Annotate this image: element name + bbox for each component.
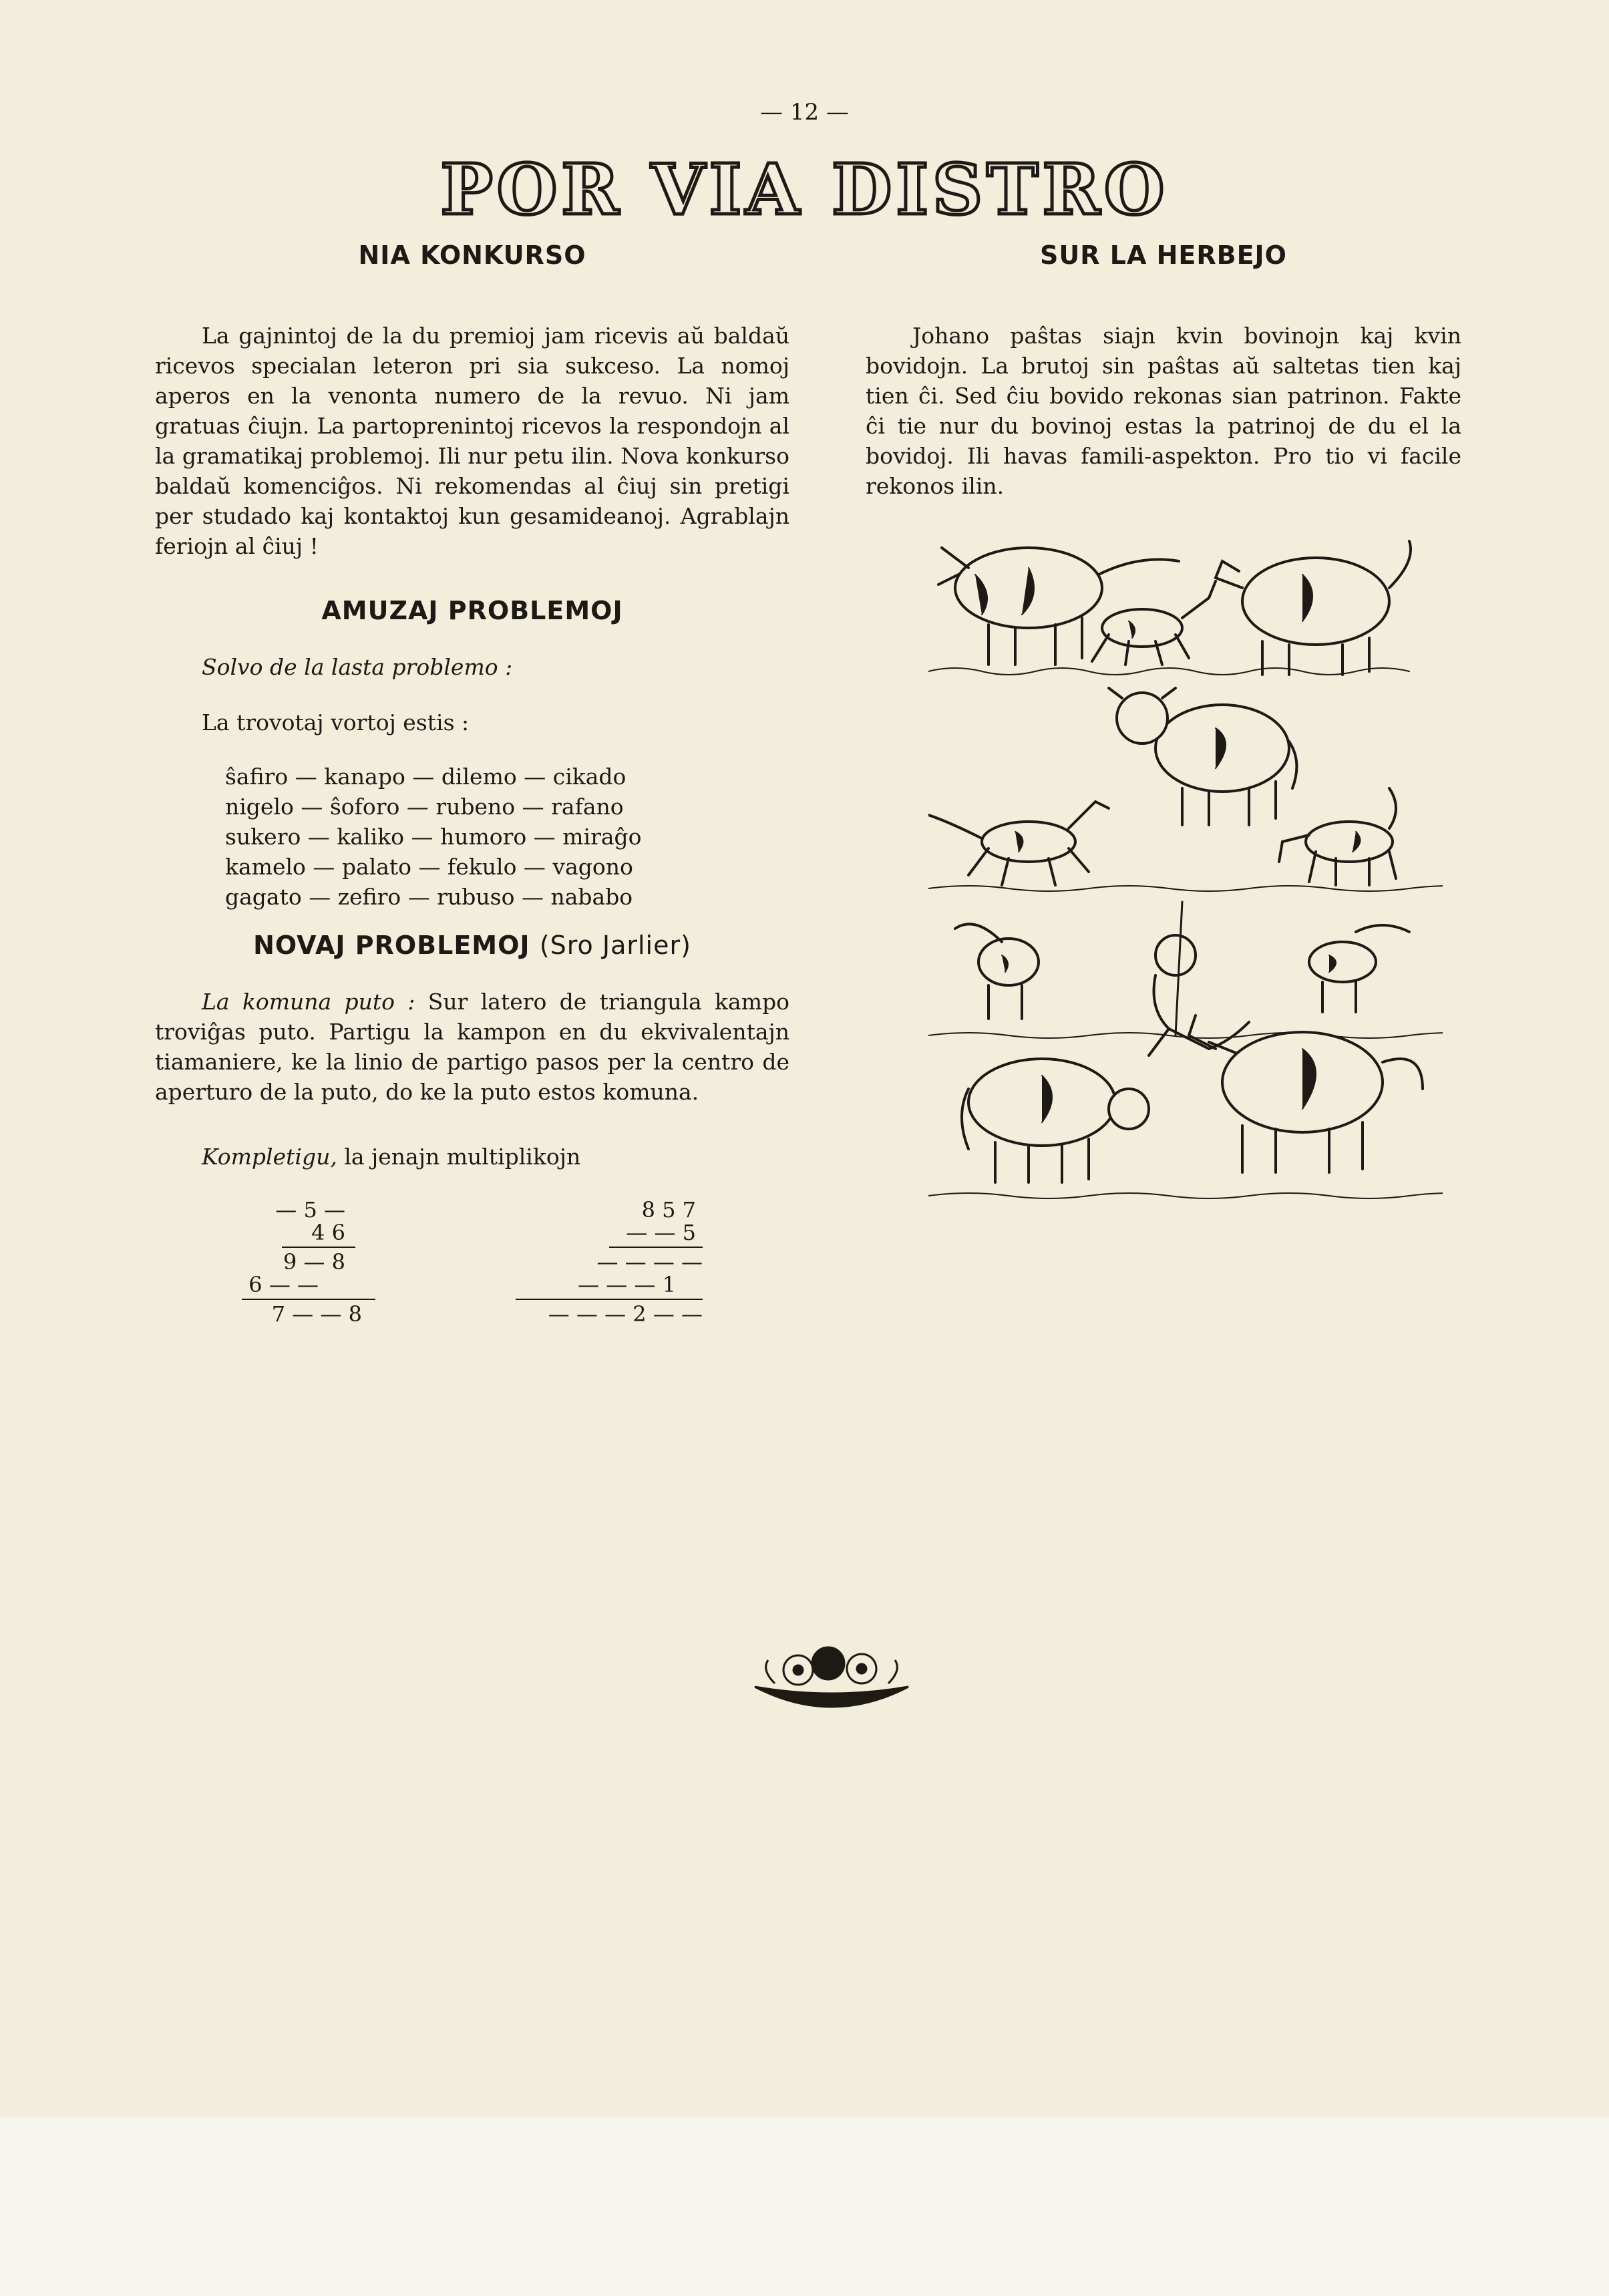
- mult1-result: 7 — — 8: [271, 1301, 362, 1327]
- kompletigu-text: la jenajn multiplikojn: [344, 1144, 581, 1170]
- mult2-row: 8 5 7: [641, 1197, 696, 1222]
- cow-icon: [1216, 541, 1411, 675]
- heading-amuzaj-problemoj: AMUZAJ PROBLEMOJ: [321, 596, 623, 625]
- calf-icon: [1092, 581, 1216, 665]
- mult2-row: — — 5: [626, 1220, 696, 1245]
- paragraph-puto: [155, 987, 789, 1107]
- paragraph-konkurso: La gajnintoj de la du premioj jam ricevis aŭ baldaŭ ricevos specialan leteron pri sia sukceso. La nomoj aperos en la venonta numero de la revuo. Ni jam gratuas ĉiujn. La partoprenintoj ricevos la respondojn al la gramatikaj problemoj. Ili nur petu ilin. Nova konkurso baldaŭ komenciĝos. Ni rekomendas al ĉiuj sin pretigi per studado kaj kontaktoj kun gesamideanoj. Agrablajn feriojn al ĉiuj !: [155, 323, 789, 559]
- farmer-icon: [1149, 902, 1249, 1055]
- mult2-rule: [516, 1299, 703, 1300]
- mult1-rule: [282, 1247, 355, 1248]
- heading-nia-konkurso: NIA KONKURSO: [358, 240, 586, 270]
- multiplication-2: [509, 1198, 709, 1325]
- mult1-row: 6 — —: [248, 1272, 319, 1297]
- heading-novaj-problemoj: [155, 931, 789, 960]
- mult2-row: — — — —: [596, 1249, 703, 1275]
- word-list: [225, 762, 789, 912]
- word-row: gagato — zefiro — rubuso — nababo: [225, 884, 633, 910]
- puto-text: Sur latero de triangula kampo troviĝas puto. Partigu la kampon en du ekvivalentajn tiamaniere, ke la linio de partigo pasos per la centro de aperturo de la puto, do ke la puto estos komuna.: [155, 989, 789, 1105]
- page-number: — 12 —: [760, 99, 849, 126]
- right-column: [866, 240, 1461, 501]
- word-row: sukero — kaliko — humoro — miraĝo: [225, 824, 642, 850]
- cow-icon: [962, 1059, 1149, 1182]
- words-intro: La trovotaj vortoj estis :: [202, 709, 470, 735]
- heading-novaj-label: NOVAJ PROBLEMOJ: [253, 931, 530, 960]
- left-column: [155, 240, 789, 1372]
- cows-and-calves-illustration: [928, 528, 1443, 1216]
- mult2-row: — — — 1: [578, 1272, 676, 1297]
- page-title: POR VIA DISTRO: [440, 148, 1169, 230]
- solvo-label: Solvo de la lasta problemo :: [202, 654, 513, 680]
- cow-icon: [1109, 688, 1296, 825]
- heading-author: (Sro Jarlier): [539, 931, 691, 960]
- mult1-row: 9 — 8: [283, 1249, 345, 1275]
- word-row: kamelo — palato — fekulo — vagono: [225, 854, 633, 880]
- mult1-row: — 5 —: [275, 1197, 345, 1222]
- multiplications: [155, 1172, 789, 1372]
- heading-sur-la-herbejo: SUR LA HERBEJO: [1040, 240, 1287, 270]
- multiplication-1: [242, 1198, 375, 1325]
- mult1-row: 4 6: [311, 1220, 345, 1245]
- calf-icon: [1309, 925, 1409, 1012]
- mult1-rule: [242, 1299, 375, 1300]
- calf-icon: [1279, 788, 1396, 885]
- calf-icon: [955, 924, 1039, 1019]
- mult2-result: — — — 2 — —: [548, 1301, 703, 1327]
- puto-label: La komuna puto :: [202, 989, 415, 1015]
- kompletigu-label: Kompletigu,: [202, 1144, 337, 1170]
- cow-icon: [1189, 1015, 1423, 1172]
- page-bottom-margin: [0, 2118, 1609, 2296]
- word-row: ŝafiro — kanapo — dilemo — cikado: [225, 764, 627, 790]
- flower-basket-ornament: [748, 1637, 915, 1710]
- mult2-rule: [609, 1247, 703, 1248]
- paragraph-herbejo: Johano paŝtas siajn kvin bovinojn kaj kvin bovidojn. La brutoj sin paŝtas aŭ saltetas tien kaj tien ĉi. Sed ĉiu bovido rekonas sian patrinon. Fakte ĉi tie nur du bovinoj estas la patrinoj de du el la bovidoj. Ili havas famili-aspekton. Pro tio vi facile rekonos ilin.: [866, 323, 1461, 499]
- calf-icon: [928, 802, 1109, 885]
- word-row: nigelo — ŝoforo — rubeno — rafano: [225, 794, 624, 820]
- kompletigu-line: [155, 1142, 789, 1172]
